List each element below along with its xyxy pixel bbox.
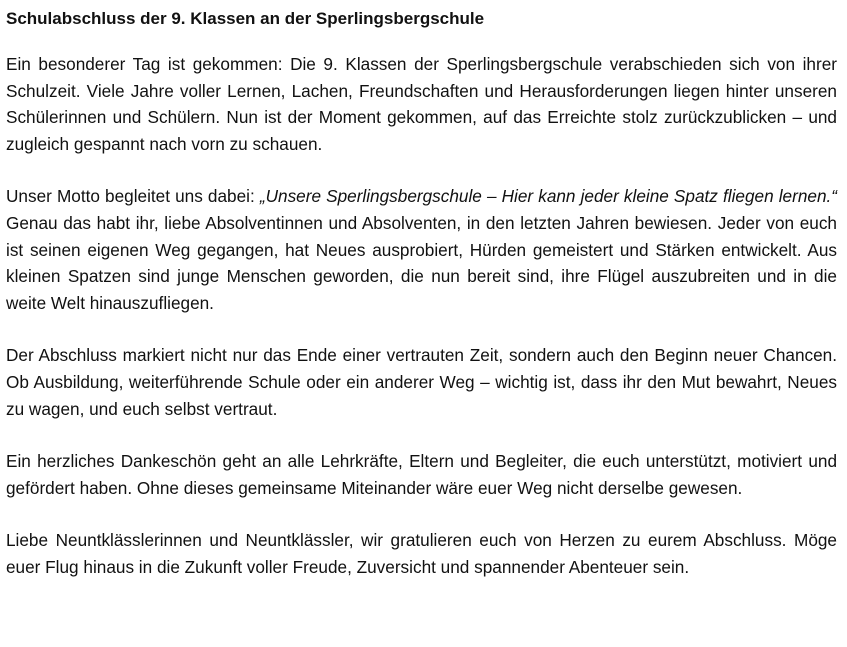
- paragraph-chances: Der Abschluss markiert nicht nur das Ende einer vertrauten Zeit, sondern auch den Beginn neuer Chancen. Ob Ausbildung, weiterführende Schule oder ein anderer Weg – wichtig ist, dass ihr den Mut bewahrt, Neues zu wagen, und euch selbst vertraut.: [6, 345, 837, 419]
- paragraph-thanks: Ein herzliches Dankeschön geht an alle Lehrkräfte, Eltern und Begleiter, die euch unterstützt, motiviert und gefördert haben. Ohne dieses gemeinsame Miteinander wäre euer Weg nicht derselbe gewesen.: [6, 451, 837, 498]
- motto-quote: „Unsere Sperlingsbergschule – Hier kann jeder kleine Spatz fliegen lernen.“: [259, 186, 838, 207]
- motto-rest-text: Genau das habt ihr, liebe Absolventinnen und Absolventen, in den letzten Jahren bewiesen. Jeder von euch ist seinen eigenen Weg gegangen, hat Neues ausprobiert, Hürden gemeistert und Stärken entwickelt. Aus kleinen Spatzen sind junge Menschen geworden, die nun bereit sind, ihre Flügel auszubreiten und in die weite Welt hinauszufliegen.: [6, 212, 837, 313]
- document-title: Schulabschluss der 9. Klassen an der Sperlingsbergschule: [6, 9, 485, 28]
- paragraph-intro: Ein besonderer Tag ist gekommen: Die 9. Klassen der Sperlingsbergschule verabschieden sich von ihrer Schulzeit. Viele Jahre voller Lernen, Lachen, Freundschaften und Herausforderungen liegen hinter unseren Schülerinnen und Schülern. Nun ist der Moment gekommen, auf das Erreichte stolz zurückzublicken – und zugleich gespannt nach vorn zu schauen.: [6, 54, 837, 154]
- paragraph-congratulations: Liebe Neuntklässlerinnen und Neuntklässler, wir gratulieren euch von Herzen zu eurem Abschluss. Möge euer Flug hinaus in die Zukunft voller Freude, Zuversicht und spannender Abenteuer sein.: [6, 530, 837, 577]
- motto-intro-text: Unser Motto begleitet uns dabei:: [6, 186, 260, 207]
- paragraph-motto: [6, 183, 837, 316]
